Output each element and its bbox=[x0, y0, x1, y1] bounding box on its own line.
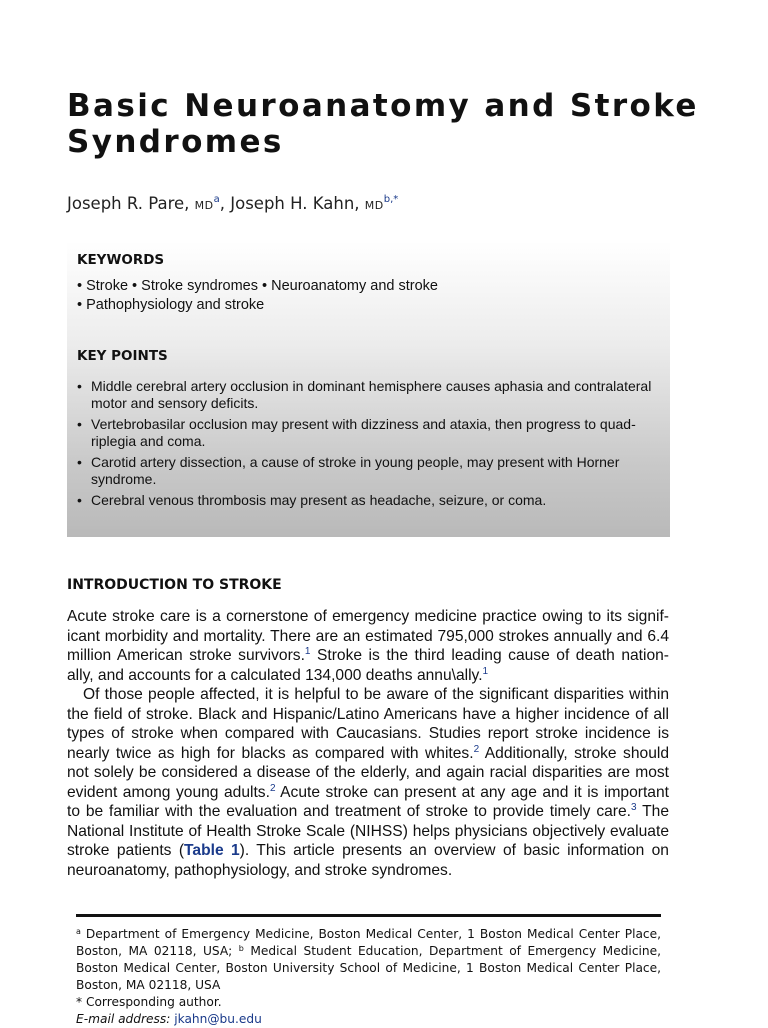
affiliation-mark-a: a bbox=[76, 927, 81, 936]
author-1-degree: MD bbox=[194, 199, 214, 212]
key-point-item bbox=[77, 378, 663, 412]
author-separator: , bbox=[219, 194, 225, 213]
intro-paragraph-2 bbox=[67, 685, 669, 880]
reference-link[interactable]: 2 bbox=[473, 743, 480, 755]
email-link[interactable]: jkahn@bu.edu bbox=[174, 1012, 262, 1026]
footnote-block bbox=[76, 926, 661, 1028]
paragraph-text: The National Institute of Health Stroke Scale (NIHSS) helps physicians objectively evaluate stroke patients ( bbox=[67, 803, 669, 859]
section-heading: INTRODUCTION TO STROKE bbox=[67, 577, 282, 593]
email-line bbox=[76, 1011, 661, 1028]
email-label: E-mail address: bbox=[76, 1012, 171, 1026]
paragraph-text: ). This article presents an overview of basic information on neuroanatomy, pathophysiology, and stroke syndromes. bbox=[67, 842, 669, 879]
author-1-name: Joseph R. Pare, bbox=[67, 194, 190, 213]
reference-link[interactable]: 1 bbox=[482, 665, 489, 677]
paragraph-text: Additionally, stroke should not solely be considered a disease of the elderly, and again racial disparities are most evident among young adults. bbox=[67, 744, 670, 801]
key-point-item bbox=[77, 492, 663, 509]
author-1-affiliation-mark[interactable]: a bbox=[213, 194, 220, 205]
paragraph-text: Of those people affected, it is helpful to be aware of the significant disparities within the field of stroke. Black and Hispanic/Latino Americans have a higher incidence of all types of stroke when compared with Caucasians. Studies report stroke incidence is nearly twice as high for blacks as compared with whites. bbox=[67, 686, 669, 762]
article-title: Basic Neuroanatomy and Stroke Syndromes bbox=[67, 88, 699, 160]
keywords-heading: KEYWORDS bbox=[77, 252, 165, 268]
intro-body bbox=[67, 607, 669, 880]
footnote-divider bbox=[76, 914, 661, 917]
affiliations bbox=[76, 926, 661, 994]
key-points-list bbox=[77, 378, 663, 513]
bullet-icon: • bbox=[77, 454, 82, 470]
reference-link[interactable]: 2 bbox=[269, 782, 276, 794]
table-1-link[interactable]: Table 1 bbox=[184, 842, 240, 859]
author-line bbox=[67, 194, 398, 213]
bullet-icon: • bbox=[77, 492, 82, 508]
affiliation-b: Medical Student Education, Department of Emergency Medicine, Boston Medical Center, Boston University School of Medicine, 1 Boston Medical Center Place, Boston, MA 02118, USA bbox=[76, 944, 661, 992]
paragraph-text: Acute stroke care is a cornerstone of emergency medicine practice owing to its signif-icant morbidity and mortality. There are an estimated 795,000 strokes annually and 6.4 million American stroke survivors. bbox=[67, 608, 669, 664]
affiliation-mark-b: b bbox=[238, 944, 244, 953]
author-2-affiliation-mark[interactable]: b,* bbox=[383, 194, 399, 205]
bullet-icon: • bbox=[77, 378, 82, 394]
keywords-keypoints-box bbox=[67, 241, 670, 537]
bullet-icon: • bbox=[77, 416, 82, 432]
key-points-heading: KEY POINTS bbox=[77, 348, 168, 364]
keywords-line-2: • Pathophysiology and stroke bbox=[77, 297, 265, 313]
key-point-text: Cerebral venous thrombosis may present as headache, seizure, or coma. bbox=[91, 492, 547, 508]
keywords-line-1: • Stroke • Stroke syndromes • Neuroanatomy and stroke bbox=[77, 278, 438, 294]
key-point-item bbox=[77, 454, 663, 488]
affiliation-a: Department of Emergency Medicine, Boston Medical Center, 1 Boston Medical Center Place, Boston, MA 02118, USA; bbox=[76, 927, 661, 958]
intro-paragraph-1 bbox=[67, 607, 669, 685]
key-point-text: Vertebrobasilar occlusion may present with dizziness and ataxia, then progress to quad-riplegia and coma. bbox=[91, 416, 636, 449]
key-point-text: Middle cerebral artery occlusion in dominant hemisphere causes aphasia and contralateral motor and sensory deficits. bbox=[91, 378, 652, 411]
paragraph-text: Stroke is the third leading cause of death nation-ally, and accounts for a calculated 134,000 deaths annu\ally. bbox=[67, 647, 669, 684]
reference-link[interactable]: 1 bbox=[304, 646, 311, 657]
corresponding-author: * Corresponding author. bbox=[76, 995, 222, 1009]
author-2-degree: MD bbox=[364, 199, 384, 212]
key-point-item bbox=[77, 416, 663, 450]
key-point-text: Carotid artery dissection, a cause of stroke in young people, may present with Horner syndrome. bbox=[91, 454, 620, 487]
reference-link[interactable]: 3 bbox=[631, 802, 637, 813]
author-2-name: Joseph H. Kahn, bbox=[230, 194, 360, 213]
paragraph-text: Acute stroke can present at any age and it is important to be familiar with the evaluation and treatment of stroke to provide timely care. bbox=[67, 783, 669, 820]
